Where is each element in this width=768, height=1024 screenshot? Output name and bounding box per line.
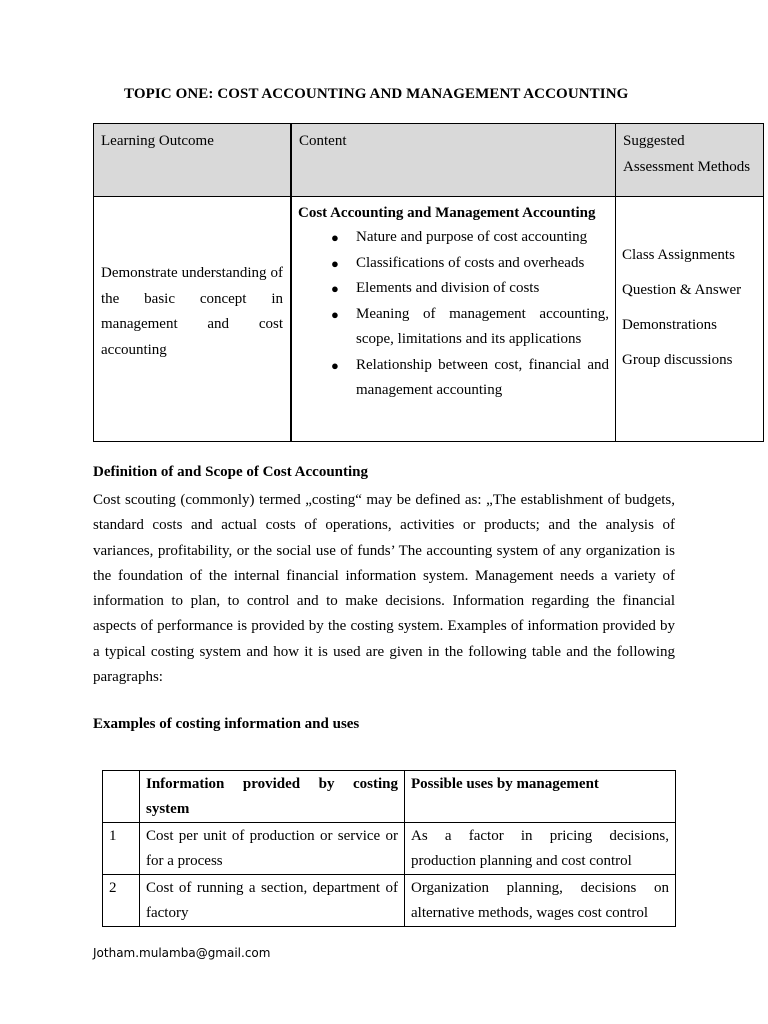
header-cell-learning-outcome: [94, 124, 292, 197]
list-item: ● Elements and division of costs: [298, 276, 609, 302]
footer-email: Jotham.mulamba@gmail.com: [93, 946, 271, 960]
assessment-list: [622, 243, 757, 372]
row-information: Cost per unit of production or service or for a process: [140, 823, 405, 875]
content-cell: [291, 197, 616, 442]
header-information: Information provided by costing system: [140, 771, 405, 823]
header-assessment-methods: Suggested Assessment Methods: [623, 133, 751, 175]
header-content: Content: [299, 133, 347, 149]
header-cell-content: [291, 124, 616, 197]
list-item: ● Meaning of management accounting, scope, limitations and its applications: [298, 302, 609, 353]
bullet-icon: ●: [331, 230, 339, 245]
bullet-icon: ●: [331, 357, 339, 373]
row-information: Cost of running a section, department of factory: [140, 875, 405, 927]
header-cell-assessment: [616, 124, 764, 197]
row-number: 1: [103, 823, 140, 875]
header-number: [103, 771, 140, 823]
examples-heading: Examples of costing information and uses: [93, 716, 360, 732]
list-item: ● Nature and purpose of cost accounting: [298, 225, 609, 251]
content-list: [298, 225, 609, 404]
table-header-row: [103, 771, 676, 823]
list-item: ● Classifications of costs and overheads: [298, 251, 609, 277]
list-item: Class Assignments: [622, 247, 735, 263]
assessment-cell: [616, 197, 764, 442]
table-row: [103, 823, 676, 875]
list-item: ● Relationship between cost, financial and management accounting: [298, 353, 609, 404]
row-uses: Organization planning, decisions on alternative methods, wages cost control: [405, 875, 676, 927]
learning-outcome-cell: [94, 197, 292, 442]
header-uses: Possible uses by management: [405, 771, 676, 823]
learning-outcome-table: [93, 123, 764, 442]
header-learning-outcome: Learning Outcome: [101, 133, 214, 149]
row-number: 2: [103, 875, 140, 927]
learning-outcome-text: Demonstrate understanding of the basic concept in management and cost accounting: [101, 265, 283, 358]
content-heading: Cost Accounting and Management Accounting: [298, 205, 596, 221]
table-row: [103, 875, 676, 927]
examples-table: [102, 770, 676, 927]
page-title: TOPIC ONE: COST ACCOUNTING AND MANAGEMENT ACCOUNTING: [124, 86, 629, 102]
bullet-icon: ●: [331, 255, 339, 271]
list-item: Group discussions: [622, 352, 733, 368]
list-item: Demonstrations: [622, 317, 717, 333]
list-item: Question & Answer: [622, 282, 742, 298]
table-header-row: [94, 124, 764, 197]
definition-paragraph: Cost scouting (commonly) termed „costing“ may be defined as: „The establishment of budgets, standard costs and actual costs of operations, activities or products; and the analysis of variances, profitability, or the social use of funds’ The accounting system of any organization is the foundation of the internal financial information system. Management needs a variety of information to plan, to control and to make decisions. Information regarding the financial aspects of performance is provided by the costing system. Examples of information provided by a typical costing system and how it is used are given in the following table and the following paragraphs:: [93, 492, 675, 686]
section-heading: Definition of and Scope of Cost Accounting: [93, 464, 369, 480]
bullet-icon: ●: [331, 306, 339, 322]
row-uses: As a factor in pricing decisions, production planning and cost control: [405, 823, 676, 875]
table-row: [94, 197, 764, 442]
bullet-icon: ●: [331, 281, 339, 296]
